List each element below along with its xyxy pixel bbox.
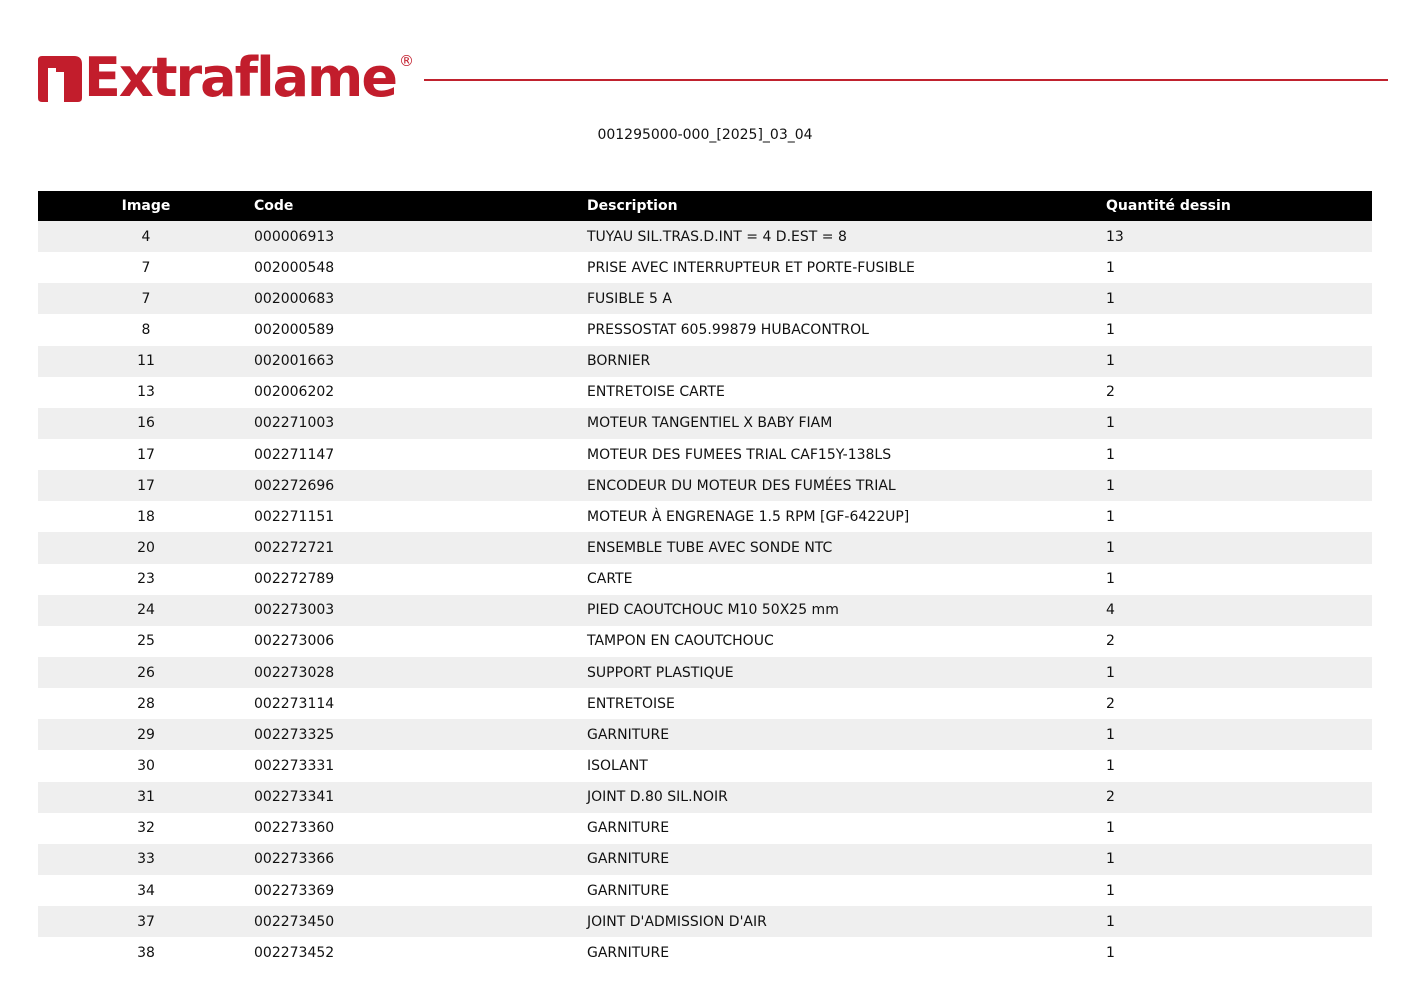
table-row [38, 377, 1372, 408]
cell-quantity: 13 [1106, 221, 1372, 252]
table-row [38, 906, 1372, 937]
header-divider [424, 79, 1388, 81]
cell-description: PRISE AVEC INTERRUPTEUR ET PORTE-FUSIBLE [587, 252, 1106, 283]
table-row [38, 532, 1372, 563]
table-row [38, 283, 1372, 314]
cell-quantity: 1 [1106, 408, 1372, 439]
cell-quantity: 1 [1106, 906, 1372, 937]
cell-code: 002273028 [254, 657, 587, 688]
cell-description: ENTRETOISE CARTE [587, 377, 1106, 408]
column-header-quantity: Quantité dessin [1106, 191, 1372, 221]
table-row [38, 937, 1372, 968]
cell-image: 31 [38, 782, 254, 813]
cell-image: 20 [38, 532, 254, 563]
table-row [38, 719, 1372, 750]
cell-code: 002271151 [254, 501, 587, 532]
cell-quantity: 1 [1106, 813, 1372, 844]
cell-quantity: 1 [1106, 314, 1372, 345]
cell-image: 32 [38, 813, 254, 844]
cell-quantity: 1 [1106, 564, 1372, 595]
cell-image: 4 [38, 221, 254, 252]
cell-code: 002273360 [254, 813, 587, 844]
cell-image: 33 [38, 844, 254, 875]
table-row [38, 813, 1372, 844]
cell-quantity: 1 [1106, 750, 1372, 781]
cell-code: 002273114 [254, 688, 587, 719]
parts-table [38, 191, 1372, 968]
table-row [38, 595, 1372, 626]
cell-quantity: 1 [1106, 501, 1372, 532]
cell-image: 16 [38, 408, 254, 439]
brand-logo [34, 46, 414, 109]
cell-quantity: 2 [1106, 782, 1372, 813]
cell-code: 002271003 [254, 408, 587, 439]
cell-image: 25 [38, 626, 254, 657]
column-header-image: Image [38, 191, 254, 221]
cell-description: PIED CAOUTCHOUC M10 50X25 mm [587, 595, 1106, 626]
cell-description: TUYAU SIL.TRAS.D.INT = 4 D.EST = 8 [587, 221, 1106, 252]
table-body [38, 221, 1372, 968]
cell-image: 17 [38, 439, 254, 470]
table-row [38, 564, 1372, 595]
cell-code: 002273006 [254, 626, 587, 657]
cell-code: 002006202 [254, 377, 587, 408]
cell-description: MOTEUR DES FUMEES TRIAL CAF15Y-138LS [587, 439, 1106, 470]
cell-code: 002272721 [254, 532, 587, 563]
table-row [38, 688, 1372, 719]
cell-description: FUSIBLE 5 A [587, 283, 1106, 314]
cell-description: ENCODEUR DU MOTEUR DES FUMÉES TRIAL [587, 470, 1106, 501]
cell-quantity: 1 [1106, 532, 1372, 563]
cell-code: 002000683 [254, 283, 587, 314]
cell-code: 002001663 [254, 346, 587, 377]
cell-description: ISOLANT [587, 750, 1106, 781]
table-row [38, 782, 1372, 813]
cell-image: 13 [38, 377, 254, 408]
cell-code: 002273366 [254, 844, 587, 875]
cell-quantity: 1 [1106, 283, 1372, 314]
cell-quantity: 1 [1106, 719, 1372, 750]
cell-description: MOTEUR À ENGRENAGE 1.5 RPM [GF-6422UP] [587, 501, 1106, 532]
cell-quantity: 1 [1106, 439, 1372, 470]
column-header-code: Code [254, 191, 587, 221]
cell-code: 000006913 [254, 221, 587, 252]
cell-description: TAMPON EN CAOUTCHOUC [587, 626, 1106, 657]
cell-code: 002000589 [254, 314, 587, 345]
cell-image: 11 [38, 346, 254, 377]
cell-image: 28 [38, 688, 254, 719]
cell-code: 002273003 [254, 595, 587, 626]
cell-quantity: 2 [1106, 626, 1372, 657]
table-row [38, 657, 1372, 688]
cell-description: JOINT D.80 SIL.NOIR [587, 782, 1106, 813]
cell-image: 7 [38, 283, 254, 314]
cell-quantity: 1 [1106, 470, 1372, 501]
cell-quantity: 1 [1106, 844, 1372, 875]
cell-code: 002272696 [254, 470, 587, 501]
table-row [38, 501, 1372, 532]
cell-quantity: 4 [1106, 595, 1372, 626]
page-header [34, 46, 1388, 110]
cell-quantity: 2 [1106, 688, 1372, 719]
cell-code: 002271147 [254, 439, 587, 470]
cell-code: 002273450 [254, 906, 587, 937]
cell-image: 38 [38, 937, 254, 968]
cell-code: 002000548 [254, 252, 587, 283]
cell-quantity: 1 [1106, 346, 1372, 377]
cell-quantity: 1 [1106, 252, 1372, 283]
registered-mark: ® [398, 52, 414, 70]
cell-image: 37 [38, 906, 254, 937]
cell-description: ENTRETOISE [587, 688, 1106, 719]
table-row [38, 875, 1372, 906]
cell-code: 002273369 [254, 875, 587, 906]
cell-code: 002273452 [254, 937, 587, 968]
cell-description: SUPPORT PLASTIQUE [587, 657, 1106, 688]
cell-code: 002273325 [254, 719, 587, 750]
table-row [38, 221, 1372, 252]
table-row [38, 844, 1372, 875]
table-row [38, 470, 1372, 501]
cell-code: 002272789 [254, 564, 587, 595]
table-row [38, 408, 1372, 439]
cell-description: BORNIER [587, 346, 1106, 377]
cell-description: GARNITURE [587, 875, 1106, 906]
cell-description: GARNITURE [587, 844, 1106, 875]
cell-image: 17 [38, 470, 254, 501]
cell-quantity: 1 [1106, 937, 1372, 968]
document-reference: 001295000-000_[2025]_03_04 [597, 127, 813, 143]
cell-quantity: 1 [1106, 875, 1372, 906]
table-row [38, 314, 1372, 345]
cell-description: GARNITURE [587, 937, 1106, 968]
table-row [38, 346, 1372, 377]
cell-description: GARNITURE [587, 719, 1106, 750]
table-row [38, 439, 1372, 470]
cell-description: MOTEUR TANGENTIEL X BABY FIAM [587, 408, 1106, 439]
cell-image: 18 [38, 501, 254, 532]
table-row [38, 252, 1372, 283]
cell-image: 8 [38, 314, 254, 345]
cell-image: 26 [38, 657, 254, 688]
cell-image: 24 [38, 595, 254, 626]
cell-image: 34 [38, 875, 254, 906]
brand-name: Extraflame [84, 46, 396, 109]
cell-description: JOINT D'ADMISSION D'AIR [587, 906, 1106, 937]
cell-description: CARTE [587, 564, 1106, 595]
cell-code: 002273341 [254, 782, 587, 813]
cell-image: 7 [38, 252, 254, 283]
cell-quantity: 1 [1106, 657, 1372, 688]
cell-description: ENSEMBLE TUBE AVEC SONDE NTC [587, 532, 1106, 563]
table-header-row [38, 191, 1372, 221]
cell-image: 30 [38, 750, 254, 781]
column-header-description: Description [587, 191, 1106, 221]
cell-quantity: 2 [1106, 377, 1372, 408]
flame-logo-icon [34, 54, 88, 104]
cell-code: 002273331 [254, 750, 587, 781]
cell-description: PRESSOSTAT 605.99879 HUBACONTROL [587, 314, 1106, 345]
cell-image: 29 [38, 719, 254, 750]
cell-description: GARNITURE [587, 813, 1106, 844]
table-row [38, 750, 1372, 781]
table-row [38, 626, 1372, 657]
cell-image: 23 [38, 564, 254, 595]
